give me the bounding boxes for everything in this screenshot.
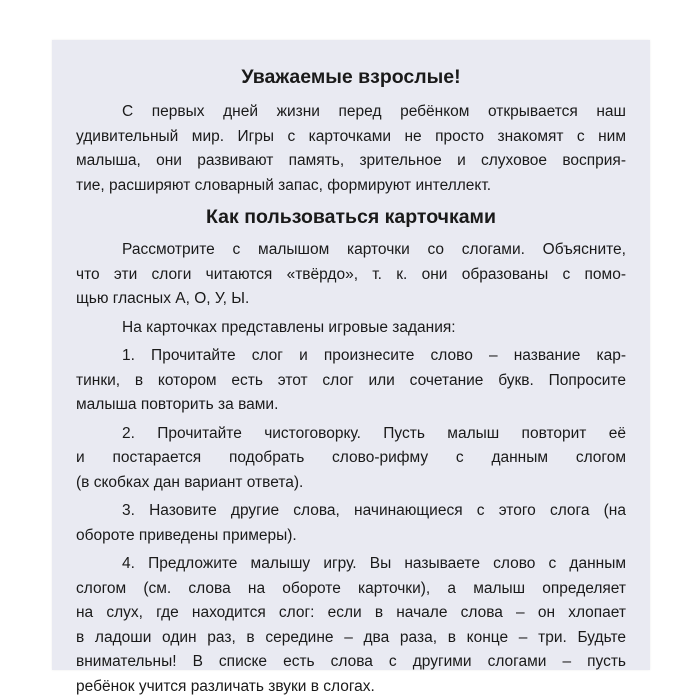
text-line: что эти слоги читаются «твёрдо», т. к. они образованы с помо-	[76, 265, 626, 283]
text-line: малыша, они развивают память, зрительное и слуховое восприя-	[76, 152, 626, 169]
text-line: 2. Прочитайте чистоговорку. Пусть малыш повторит её	[122, 424, 626, 442]
text-line: 3. Назовите другие слова, начинающиеся с этого слога (на	[122, 502, 626, 519]
heading-how-to-use: Как пользоваться карточками	[206, 206, 496, 228]
text-line: обороте приведены примеры).	[76, 526, 297, 544]
text-line: в ладоши один раз, в середине – два раза, в конце – три. Будьте	[76, 628, 626, 646]
text-line: На карточках представлены игровые задания:	[122, 318, 456, 336]
task-2-paragraph	[76, 422, 626, 496]
instruction-card	[52, 40, 650, 695]
text-line: 1. Прочитайте слог и произнесите слово – название кар-	[122, 347, 626, 364]
task-1-paragraph	[76, 344, 626, 418]
text-line: малыша повторить за вами.	[76, 396, 279, 413]
text-line: и постарается подобрать слово-рифму с данным слогом	[76, 449, 626, 466]
text-line: тие, расширяют словарный запас, формируют интеллект.	[76, 176, 492, 194]
text-line: ребёнок учится различать звуки в слогах.	[76, 677, 375, 695]
task-4-paragraph	[76, 552, 626, 699]
task-3-paragraph	[76, 499, 626, 548]
intro-paragraph	[76, 100, 626, 198]
text-line: щью гласных А, О, У, Ы.	[76, 290, 250, 307]
text-line: на слух, где находится слог: если в начале слова – он хлопает	[76, 604, 626, 621]
tasks-intro-paragraph	[76, 316, 626, 341]
text-line: (в скобках дан вариант ответа).	[76, 473, 304, 491]
text-line: 4. Предложите малышу игру. Вы называете слово с данным	[122, 555, 626, 572]
text-line: тинки, в котором есть этот слог или сочетание букв. Попросите	[76, 371, 626, 389]
text-line: С первых дней жизни перед ребёнком открывается наш	[122, 103, 626, 120]
text-line: Рассмотрите с малышом карточки со слогами. Объясните,	[122, 241, 626, 258]
text-line: удивительный мир. Игры с карточками не просто знакомят с ним	[76, 127, 626, 145]
text-line: слогом (см. слова на обороте карточки), а малыш определяет	[76, 579, 626, 597]
usage-paragraph	[76, 238, 626, 312]
text-line: внимательны! В списке есть слова с другими слогами – пусть	[76, 653, 626, 670]
heading-dear-adults: Уважаемые взрослые!	[241, 66, 461, 88]
